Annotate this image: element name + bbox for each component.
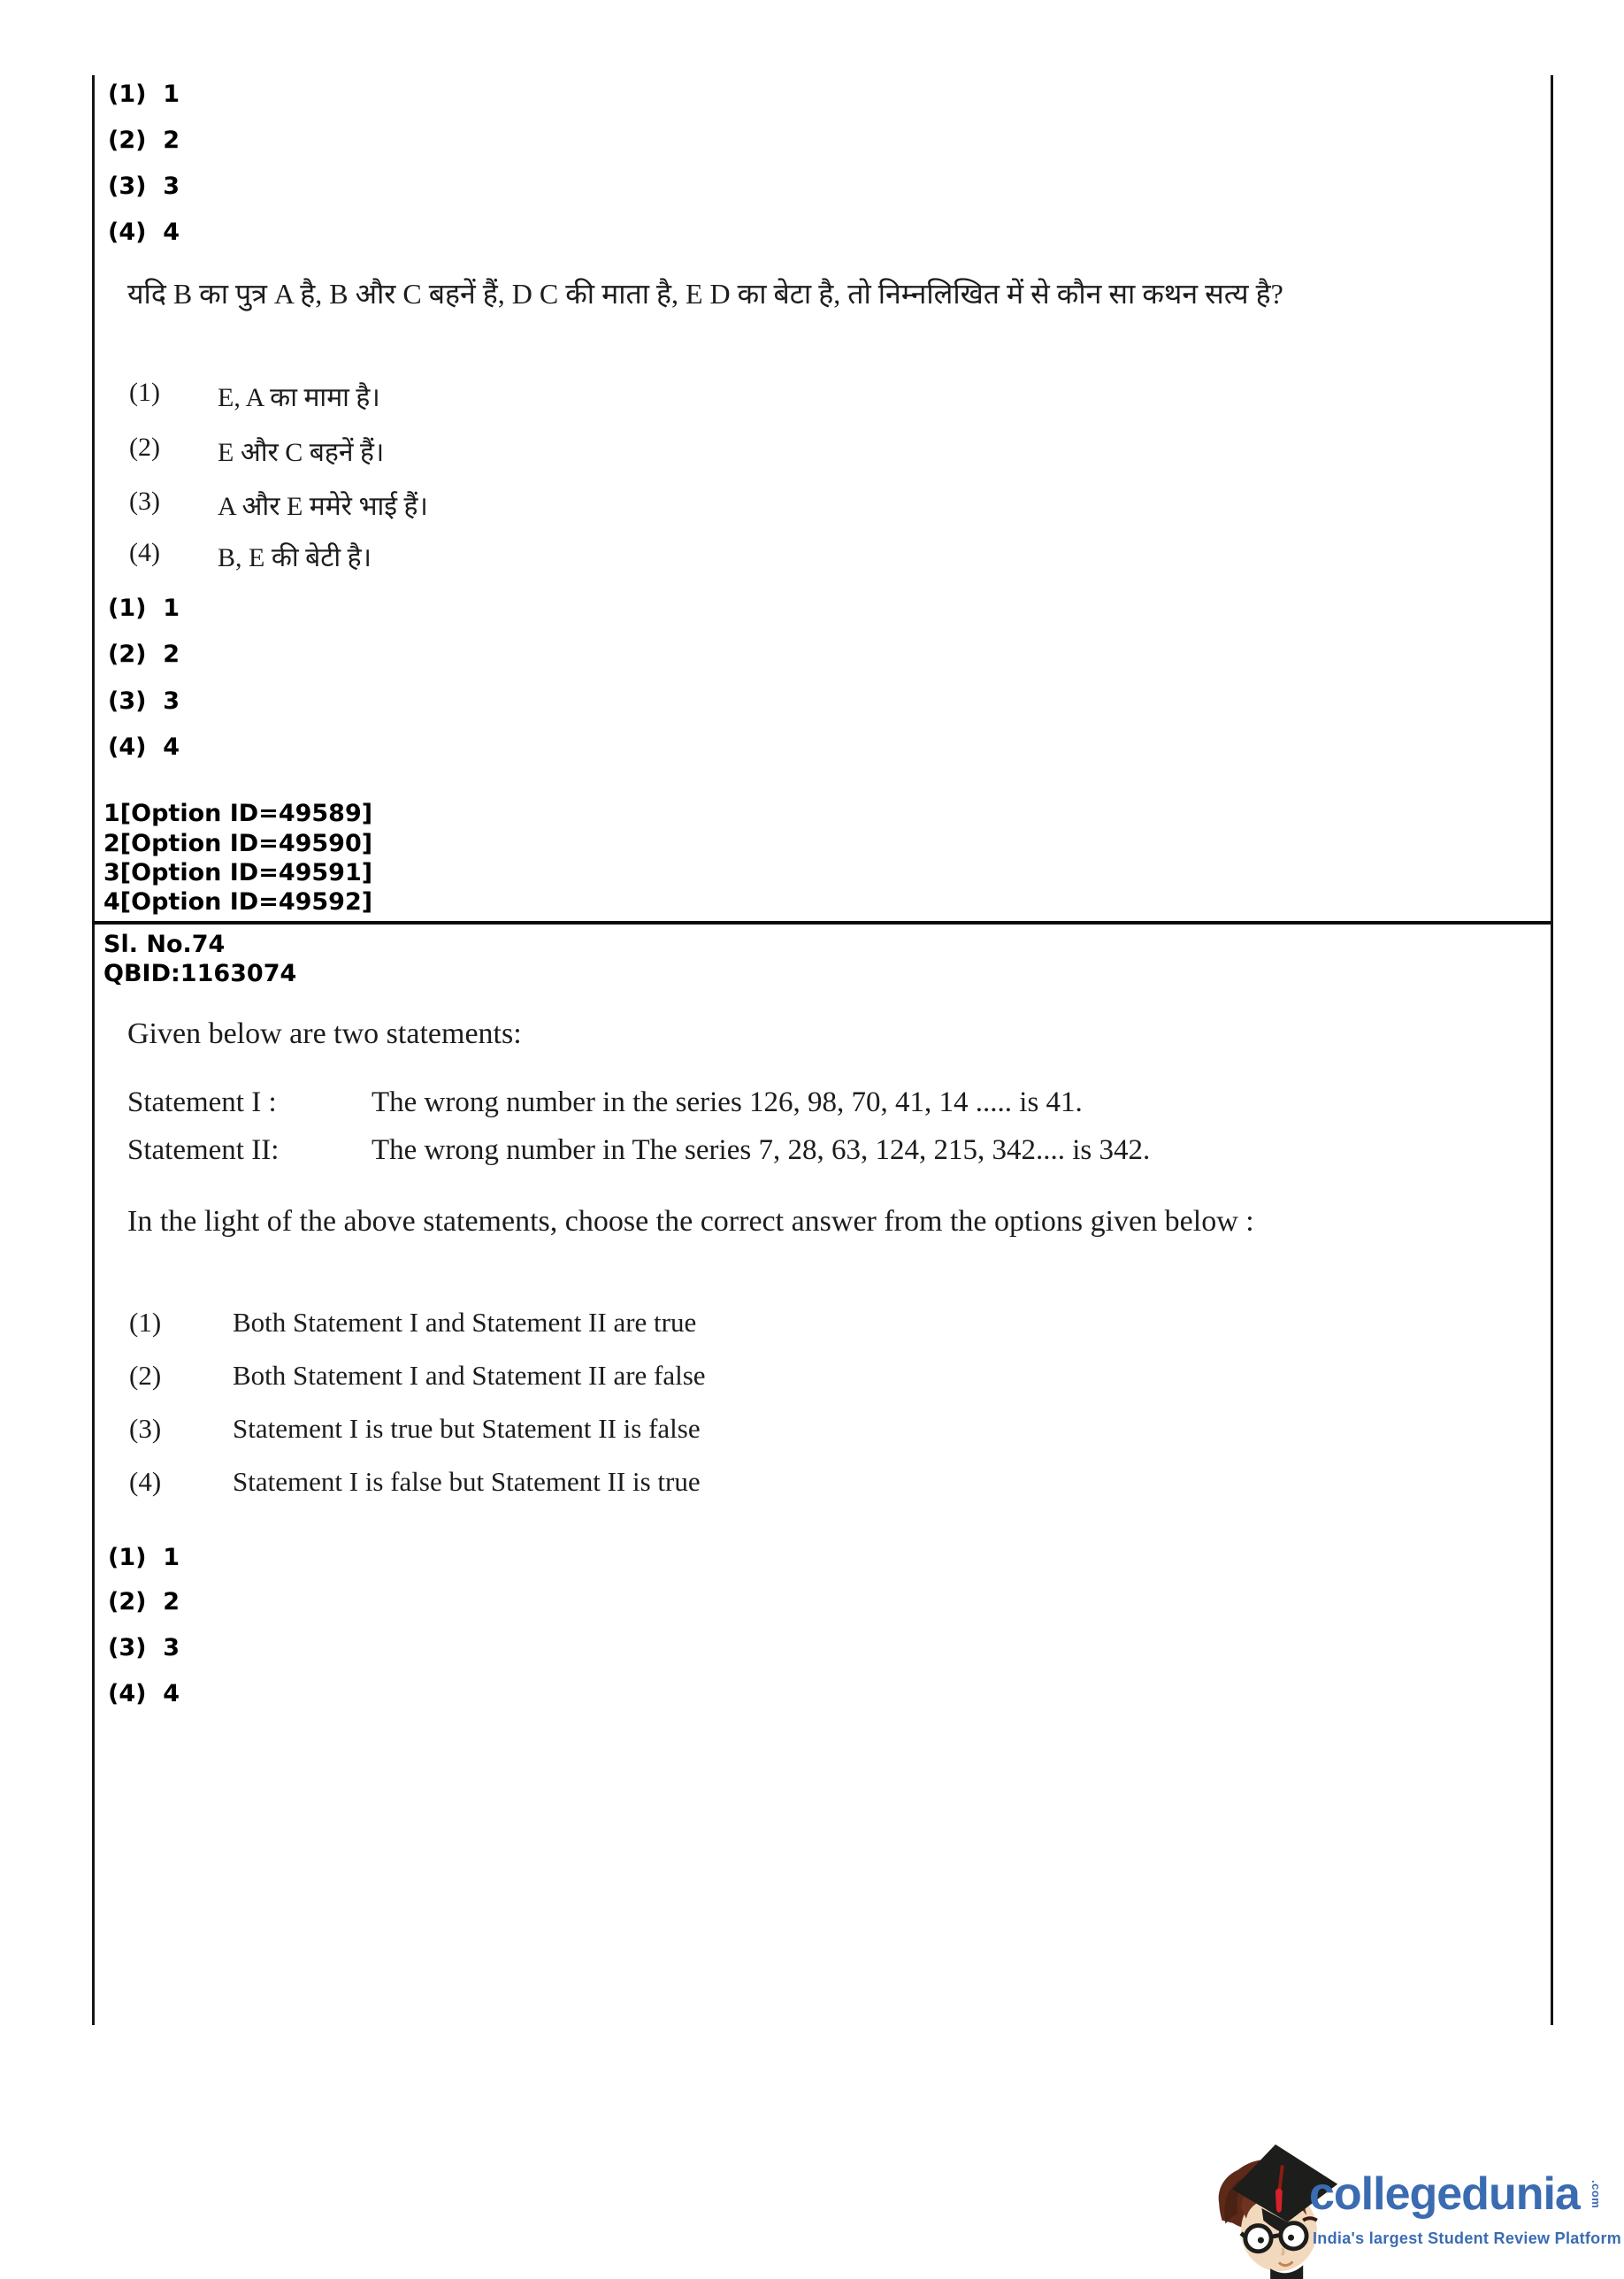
qbid: QBID:1163074 — [103, 960, 297, 987]
numeric-option: (2) 2 — [108, 1588, 180, 1615]
serial-number: Sl. No.74 — [103, 931, 226, 958]
option-number: (3) — [129, 487, 160, 516]
statement-1-text: The wrong number in the series 126, 98, 70, 41, 14 ..... is 41. — [372, 1086, 1083, 1118]
statement-1-label: Statement I : — [127, 1086, 277, 1118]
option-text: Both Statement I and Statement II are true — [233, 1307, 697, 1338]
collegedunia-logo-text: collegedunia — [1309, 2168, 1580, 2220]
option-number: (3) — [129, 1413, 162, 1444]
question-row-divider — [92, 921, 1551, 925]
option-number: (4) — [129, 1466, 162, 1497]
numeric-option: (1) 1 — [108, 595, 180, 622]
option-text: A और E ममेरे भाई हैं। — [218, 492, 428, 521]
statement-2-text: The wrong number in The series 7, 28, 63, 124, 215, 342.... is 342. — [372, 1134, 1151, 1166]
statement-2-label: Statement II: — [127, 1134, 280, 1166]
option-id-line: 4[Option ID=49592] — [103, 888, 373, 916]
numeric-option: (3) 3 — [108, 173, 180, 200]
hindi-question-text: यदि B का पुत्र A है, B और C बहनें हैं, D C की माता है, E D का बेटा है, तो निम्नलिखित में से कौन सा कथन सत्य है? — [127, 278, 1283, 310]
question-intro: Given below are two statements: — [127, 1017, 522, 1050]
numeric-option: (4) 4 — [108, 219, 180, 246]
option-text: Both Statement I and Statement II are false — [233, 1360, 706, 1391]
numeric-option: (4) 4 — [108, 1680, 180, 1707]
question-instruction: In the light of the above statements, choose the correct answer from the options given below : — [127, 1205, 1254, 1238]
option-text: E, A का मामा है। — [218, 383, 380, 412]
option-text: B, E की बेटी है। — [218, 543, 372, 572]
option-id-line: 2[Option ID=49590] — [103, 830, 373, 857]
collegedunia-logo-tld: .com — [1590, 2180, 1603, 2209]
option-id-line: 3[Option ID=49591] — [103, 859, 373, 886]
option-number: (4) — [129, 538, 160, 567]
numeric-option: (3) 3 — [108, 687, 180, 715]
numeric-option: (4) 4 — [108, 733, 180, 761]
option-text: E और C बहनें हैं। — [218, 438, 385, 467]
option-number: (2) — [129, 1360, 162, 1391]
option-text: Statement I is false but Statement II is true — [233, 1466, 701, 1497]
option-number: (2) — [129, 433, 160, 462]
option-text: Statement I is true but Statement II is false — [233, 1413, 701, 1444]
numeric-option: (1) 1 — [108, 81, 180, 108]
option-id-line: 1[Option ID=49589] — [103, 800, 373, 827]
numeric-option: (1) 1 — [108, 1544, 180, 1571]
numeric-option: (3) 3 — [108, 1634, 180, 1661]
collegedunia-tagline: India's largest Student Review Platform — [1313, 2229, 1622, 2247]
numeric-option: (2) 2 — [108, 127, 180, 154]
option-number: (1) — [129, 378, 160, 407]
numeric-option: (2) 2 — [108, 641, 180, 668]
option-number: (1) — [129, 1307, 162, 1338]
